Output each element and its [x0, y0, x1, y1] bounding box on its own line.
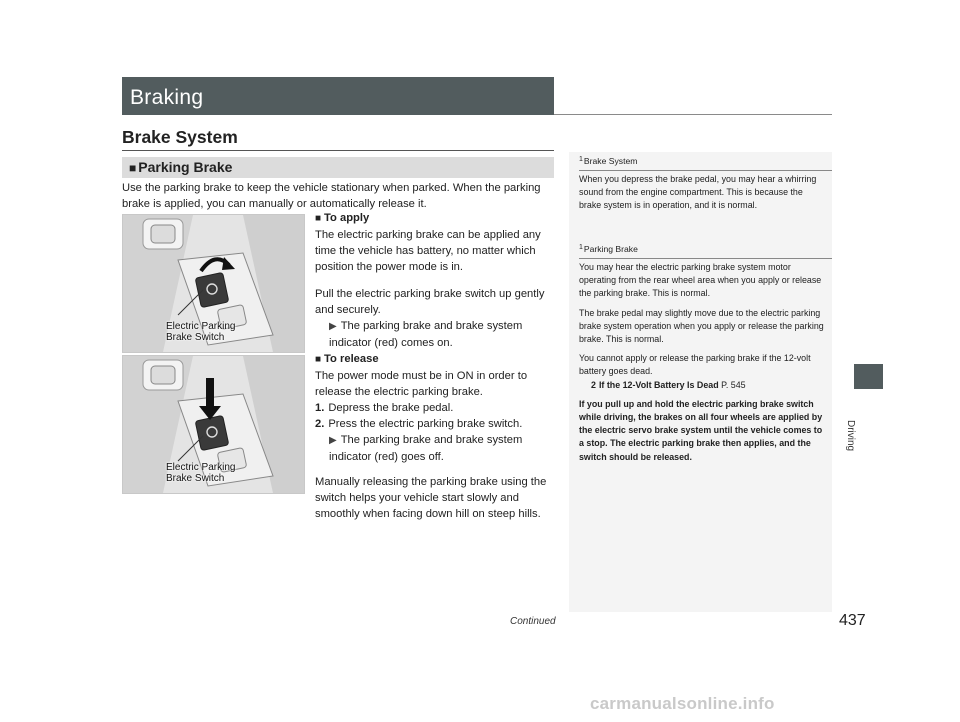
- step-number: 2.: [315, 418, 325, 430]
- note-heading-brake-system: [579, 156, 637, 166]
- arrow-right-icon: ▶: [329, 321, 337, 332]
- page-number: 437: [839, 612, 866, 629]
- note-heading-text: Brake System: [583, 156, 638, 166]
- note-divider: [579, 170, 832, 171]
- step-text: Depress the brake pedal.: [328, 402, 454, 414]
- figure-label: [166, 462, 235, 484]
- release-text-1: The power mode must be in ON in order to release the electric parking brake.: [315, 370, 528, 398]
- apply-text-2: Pull the electric parking brake switch up gently and securely.: [315, 288, 545, 316]
- figure-label-line2: Brake Switch: [166, 332, 225, 343]
- chapter-title: Braking: [130, 86, 204, 109]
- note-warning: If you pull up and hold the electric parking brake switch while driving, the brakes on all four wheels are applied by the electric servo brake system until the vehicle comes to a stop. The electric parking brake then applies, and the switch should be released.: [579, 398, 823, 462]
- reference-page: P. 545: [721, 379, 746, 390]
- note-heading-parking-brake: [579, 244, 638, 254]
- watermark: carmanualsonline.info: [590, 694, 775, 713]
- apply-heading: [315, 210, 555, 227]
- apply-text-1: The electric parking brake can be applied any time the vehicle has battery, no matter which position the power mode is in.: [315, 229, 541, 273]
- square-bullet-icon: ■: [315, 213, 322, 224]
- figure-label: [166, 321, 235, 343]
- release-result: [315, 432, 555, 465]
- chapter-divider: [554, 114, 832, 115]
- reference-arrow-icon: 2: [591, 379, 596, 390]
- figure-label-line1: Electric Parking: [166, 321, 236, 332]
- intro-paragraph: Use the parking brake to keep the vehicle stationary when parked. When the parking brake is applied, you can manually or automatically release it.: [122, 182, 541, 210]
- reference-title: If the 12-Volt Battery Is Dead: [598, 379, 719, 390]
- note-marker-icon: 1: [579, 244, 583, 251]
- apply-heading-text: To apply: [324, 212, 370, 224]
- square-bullet-icon: ■: [129, 161, 137, 175]
- arrow-right-icon: ▶: [329, 435, 337, 446]
- note-marker-icon: 1: [579, 156, 583, 163]
- subsection-title-text: Parking Brake: [138, 159, 233, 175]
- release-instructions: [315, 351, 555, 522]
- figure-label-line1: Electric Parking: [166, 462, 236, 473]
- note-body-brake-system: [579, 173, 824, 219]
- note-paragraph: You may hear the electric parking brake system motor operating from the rear wheel area when you apply or release the parking brake. This is normal.: [579, 262, 822, 299]
- note-paragraph: When you depress the brake pedal, you may hear a whirring sound from the engine compartment. This is because the brake system is in operation, and it is normal.: [579, 174, 817, 211]
- apply-result: [315, 318, 555, 351]
- release-heading-text: To release: [324, 353, 379, 365]
- notes-panel: [569, 152, 832, 612]
- continued-label: Continued: [510, 616, 556, 627]
- step-number: 1.: [315, 402, 325, 414]
- figure-label-line2: Brake Switch: [166, 473, 225, 484]
- note-heading-text: Parking Brake: [583, 244, 638, 254]
- note-paragraph: The brake pedal may slightly move due to the electric parking brake system operation when you apply or release the parking brake. This is normal.: [579, 307, 824, 345]
- square-bullet-icon: ■: [315, 354, 322, 365]
- figure-release-brake: [122, 355, 305, 494]
- figure-apply-brake: [122, 214, 305, 353]
- release-result-text: The parking brake and brake system indicator (red) goes off.: [329, 434, 523, 463]
- chapter-side-tab: [854, 364, 883, 389]
- section-title: Brake System: [122, 127, 238, 147]
- release-heading: [315, 351, 555, 368]
- release-text-2: Manually releasing the parking brake using the switch helps your vehicle start slowly and smoothly when facing down hill on steep hills.: [315, 476, 547, 520]
- subsection-title: [129, 159, 232, 175]
- release-step-1: [315, 400, 555, 416]
- step-text: Press the electric parking brake switch.: [328, 418, 523, 430]
- cross-reference-link[interactable]: [579, 379, 824, 392]
- chapter-side-label: Driving: [845, 420, 856, 452]
- release-step-2: [315, 416, 555, 432]
- note-divider: [579, 258, 832, 259]
- note-paragraph: You cannot apply or release the parking brake if the 12-volt battery goes dead.: [579, 353, 811, 377]
- section-divider: [122, 150, 554, 151]
- apply-instructions: [315, 210, 555, 351]
- note-body-parking-brake: [579, 261, 824, 470]
- apply-result-text: The parking brake and brake system indicator (red) comes on.: [329, 320, 523, 349]
